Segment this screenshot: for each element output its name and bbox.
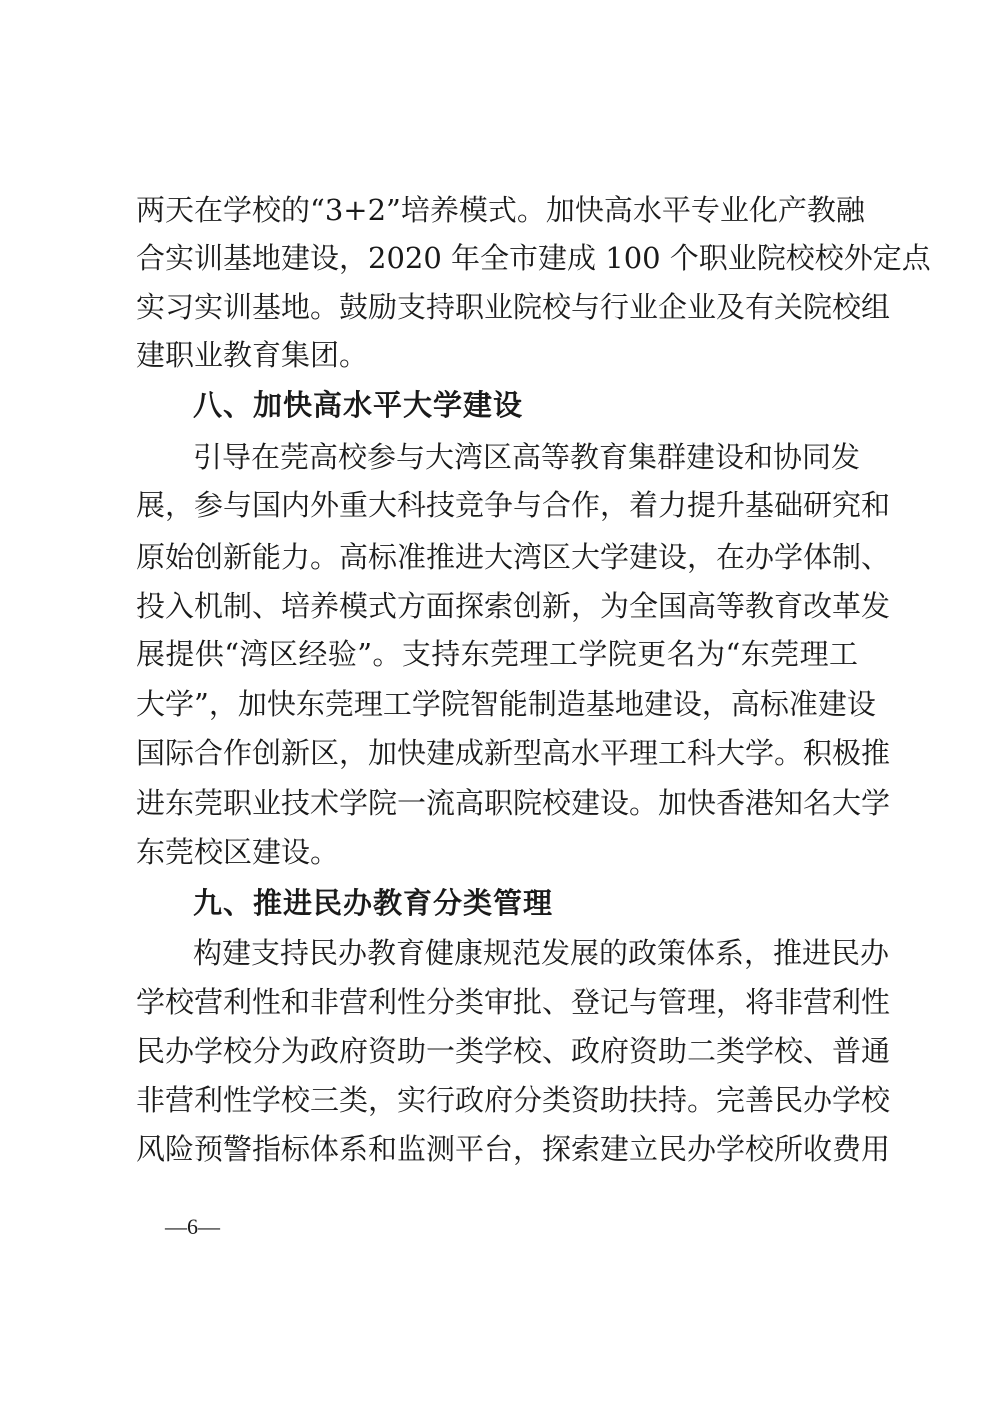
paragraph-line: 原始创新能力。高标准推进大湾区大学建设，在办学体制、 xyxy=(136,540,891,574)
paragraph-line: 学校营利性和非营利性分类审批、登记与管理，将非营利性 xyxy=(136,985,891,1019)
section-heading-university: 八、加快高水平大学建设 xyxy=(193,388,524,422)
paragraph-line: 风险预警指标体系和监测平台，探索建立民办学校所收费用 xyxy=(136,1132,891,1166)
paragraph-line: 投入机制、培养模式方面探索创新，为全国高等教育改革发 xyxy=(136,589,891,623)
paragraph-line: 合实训基地建设，2020 年全市建成 100 个职业院校校外定点 xyxy=(136,241,931,275)
paragraph-line: 建职业教育集团。 xyxy=(136,338,369,372)
section-heading-private-education: 九、推进民办教育分类管理 xyxy=(193,886,554,920)
paragraph-line: 两天在学校的“3+2”培养模式。加快高水平专业化产教融 xyxy=(136,193,865,227)
paragraph-line: 大学”，加快东莞理工学院智能制造基地建设，高标准建设 xyxy=(136,687,876,721)
paragraph-line: 展，参与国内外重大科技竞争与合作，着力提升基础研究和 xyxy=(136,488,891,522)
paragraph-line: 展提供“湾区经验”。支持东莞理工学院更名为“东莞理工 xyxy=(136,637,858,671)
paragraph-line: 实习实训基地。鼓励支持职业院校与行业企业及有关院校组 xyxy=(136,290,891,324)
paragraph-line: 构建支持民办教育健康规范发展的政策体系，推进民办 xyxy=(193,936,890,970)
paragraph-line: 非营利性学校三类，实行政府分类资助扶持。完善民办学校 xyxy=(136,1083,891,1117)
paragraph-line: 东莞校区建设。 xyxy=(136,835,340,869)
paragraph-line: 国际合作创新区，加快建成新型高水平理工科大学。积极推 xyxy=(136,736,891,770)
paragraph-line: 进东莞职业技术学院一流高职院校建设。加快香港知名大学 xyxy=(136,786,891,820)
page-number: —6— xyxy=(165,1214,220,1239)
paragraph-line: 民办学校分为政府资助一类学校、政府资助二类学校、普通 xyxy=(136,1034,891,1068)
paragraph-line: 引导在莞高校参与大湾区高等教育集群建设和协同发 xyxy=(193,440,861,474)
